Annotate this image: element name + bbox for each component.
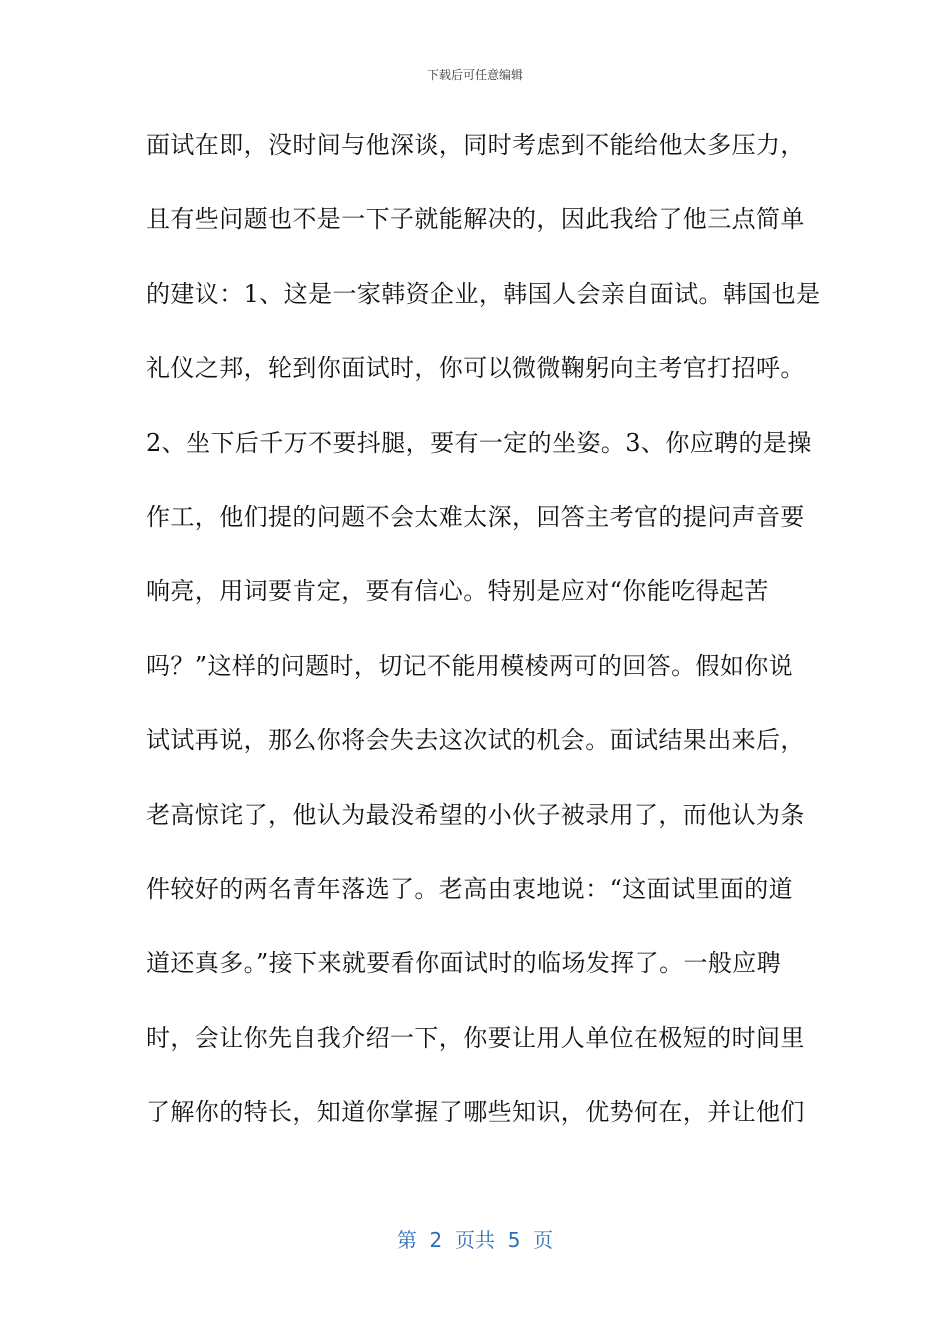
page-header-note: 下载后可任意编辑 bbox=[426, 68, 523, 82]
body-line: 2、坐下后千万不要抖腿，要有一定的坐姿。3、你应聘的是操 bbox=[146, 428, 812, 457]
body-line: 道还真多。”接下来就要看你面试时的临场发挥了。一般应聘 bbox=[146, 949, 782, 978]
body-line: 面试在即，没时间与他深谈，同时考虑到不能给他太多压力， bbox=[146, 131, 805, 159]
body-line: 的建议：1、这是一家韩资企业，韩国人会亲自面试。韩国也是 bbox=[146, 279, 821, 308]
body-line: 老高惊诧了，他认为最没希望的小伙子被录用了，而他认为条 bbox=[146, 800, 805, 829]
body-line: 响亮，用词要肯定，要有信心。特别是应对“你能吃得起苦 bbox=[146, 577, 769, 606]
body-line: 时，会让你先自我介绍一下，你要让用人单位在极短的时间里 bbox=[146, 1023, 805, 1052]
body-line: 吗？”这样的问题时，切记不能用模棱两可的回答。假如你说 bbox=[146, 651, 794, 680]
page-number-footer: 第 2 页共 5 页 bbox=[396, 1228, 554, 1252]
body-line: 了解你的特长，知道你掌握了哪些知识，优势何在，并让他们 bbox=[146, 1098, 805, 1127]
body-line: 作工，他们提的问题不会太难太深，回答主考官的提问声音要 bbox=[146, 502, 805, 531]
body-line: 试试再说，那么你将会失去这次试的机会。面试结果出来后， bbox=[146, 726, 805, 755]
body-line: 且有些问题也不是一下子就能解决的，因此我给了他三点简单 bbox=[146, 205, 805, 234]
body-line: 礼仪之邦，轮到你面试时，你可以微微鞠躬向主考官打招呼。 bbox=[146, 354, 805, 383]
document-body bbox=[146, 121, 826, 1162]
body-line: 件较好的两名青年落选了。老高由衷地说：“这面试里面的道 bbox=[146, 874, 794, 903]
